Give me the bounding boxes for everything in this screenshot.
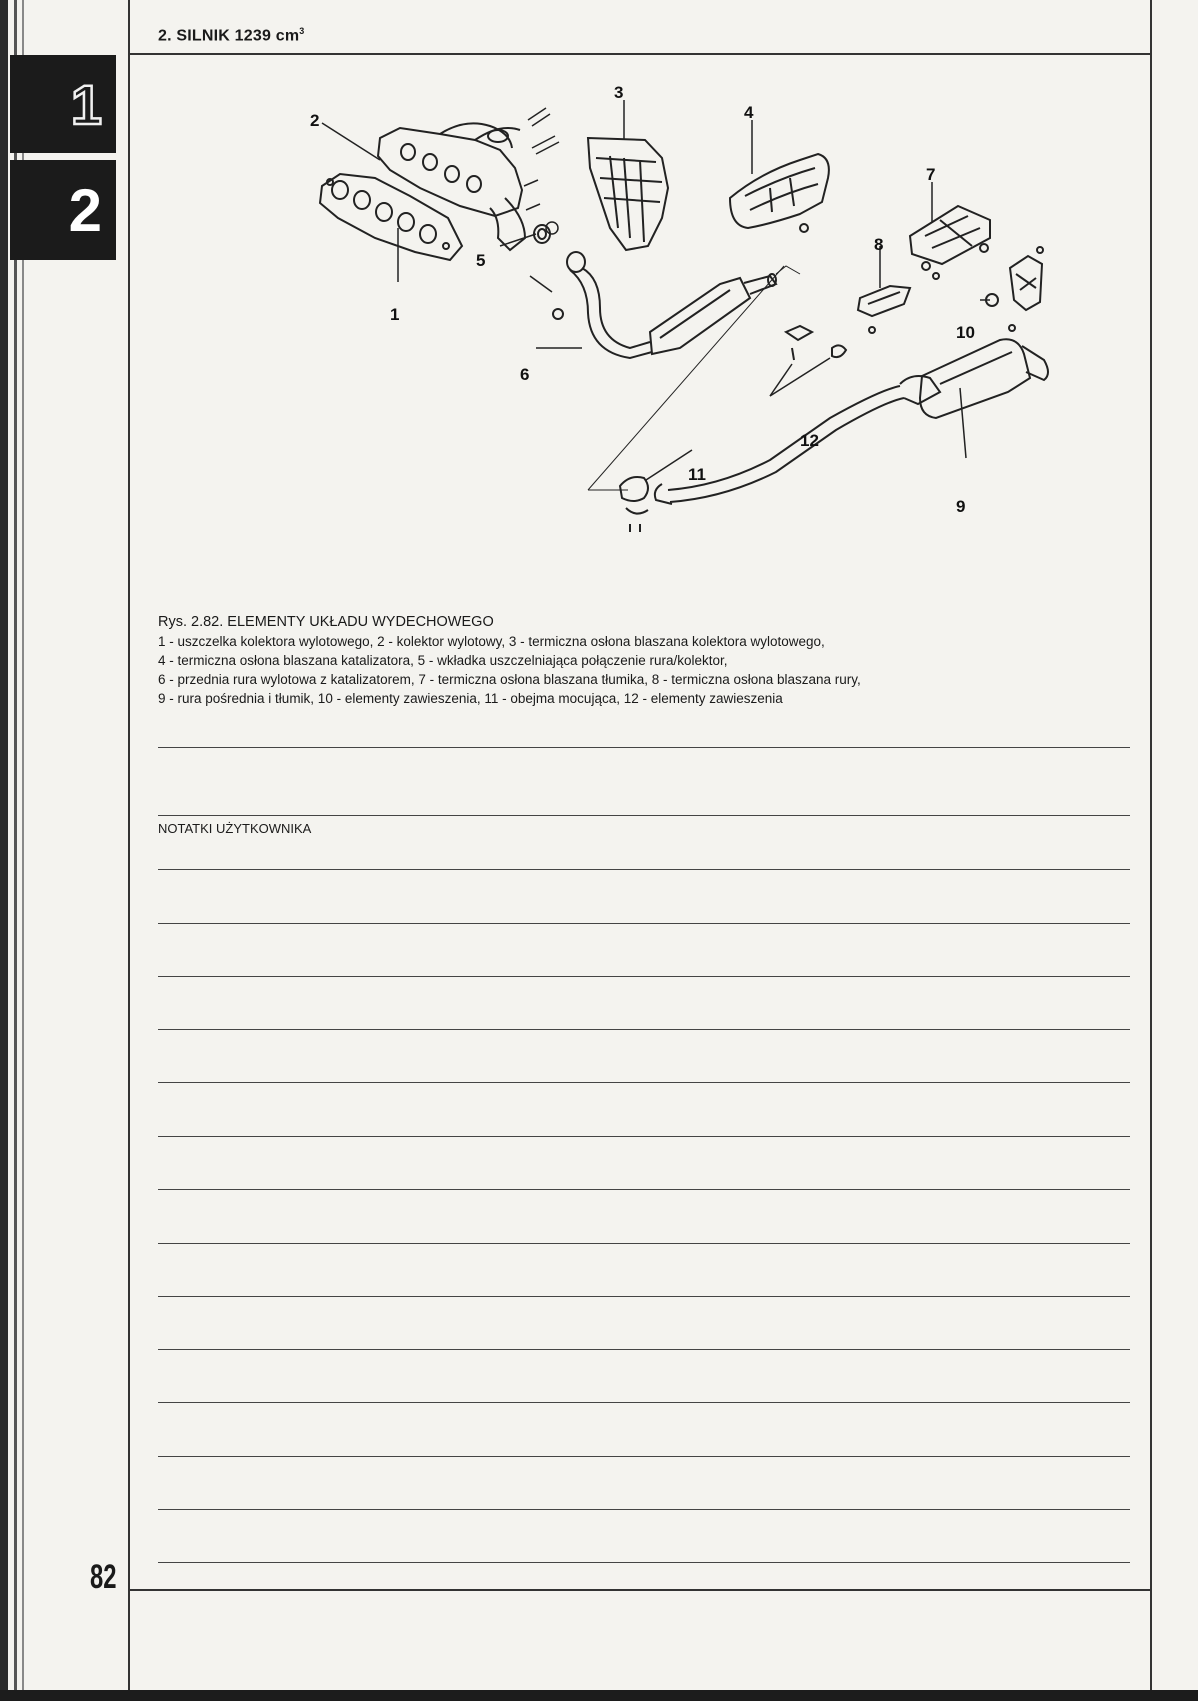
figure-caption — [158, 613, 1138, 708]
notes-line — [158, 1562, 1130, 1563]
manifold-gasket-drawing — [320, 174, 462, 260]
notes-top-line — [158, 815, 1130, 816]
page-frame-bottom — [128, 1589, 1152, 1591]
figure-caption-line: 4 - termiczna osłona blaszana katalizatora, 5 - wkładka uszczelniająca połączenie rura/kolektor, — [158, 653, 728, 668]
callout-6: 6 — [520, 365, 530, 384]
notes-line — [158, 1029, 1130, 1030]
callout-10: 10 — [956, 323, 975, 342]
page-frame-left — [128, 0, 130, 1690]
callout-9: 9 — [956, 497, 966, 516]
binding-edge — [0, 0, 8, 1701]
notes-line — [158, 1243, 1130, 1244]
figure-caption-title: Rys. 2.82. ELEMENTY UKŁADU WYDECHOWEGO — [158, 614, 494, 630]
callout-leader-lines — [322, 100, 990, 480]
figure-caption-line: 6 - przednia rura wylotowa z katalizatorem, 7 - termiczna osłona blaszana tłumika, 8 - termiczna osłona blaszana rury, — [158, 672, 861, 687]
page-frame-top — [128, 53, 1152, 55]
suspension-elements-drawing — [986, 247, 1043, 331]
assembly-guide-lines — [588, 266, 800, 490]
callout-7: 7 — [926, 165, 936, 184]
pipe-seal-insert-drawing — [534, 225, 550, 243]
notes-line — [158, 1082, 1130, 1083]
notes-label: NOTATKI UŻYTKOWNIKA — [158, 821, 312, 836]
chapter-tab-2: 2 — [10, 160, 116, 260]
exhaust-system-diagram — [300, 78, 1140, 598]
hanger-rubbers-drawing — [786, 326, 846, 360]
callout-4: 4 — [744, 103, 754, 122]
pipe-heat-shield-drawing — [858, 273, 939, 333]
notes-line — [158, 976, 1130, 977]
silencer-heat-shield-drawing — [910, 206, 990, 270]
callout-5: 5 — [476, 251, 486, 270]
section-title: 2. SILNIK 1239 $cm^3$ — [158, 26, 305, 45]
page-number: 82 — [90, 1558, 117, 1596]
figure-caption-line: 1 - uszczelka kolektora wylotowego, 2 - kolektor wylotowy, 3 - termiczna osłona blaszana kolektora wylotowego, — [158, 634, 825, 649]
callout-3: 3 — [614, 83, 624, 102]
notes-line — [158, 923, 1130, 924]
intermediate-pipe-silencer-drawing — [655, 339, 1048, 504]
page-frame-right — [1150, 0, 1152, 1690]
notes-line — [158, 1136, 1130, 1137]
manifold-studs-drawing — [524, 108, 559, 234]
notes-line — [158, 1349, 1130, 1350]
front-pipe-catalyst-drawing — [530, 252, 776, 358]
scan-bottom-edge — [0, 1690, 1198, 1701]
exhaust-manifold-drawing — [378, 123, 525, 250]
notes-line — [158, 1189, 1130, 1190]
catalyst-heat-shield-drawing — [730, 154, 829, 232]
figure-caption-line: 9 - rura pośrednia i tłumik, 10 - elementy zawieszenia, 11 - obejma mocująca, 12 - elementy zawieszenia — [158, 691, 783, 706]
separator-line — [158, 747, 1130, 748]
callout-12: 12 — [800, 431, 819, 450]
notes-line — [158, 1402, 1130, 1403]
callout-11: 11 — [688, 465, 706, 484]
callout-1: 1 — [390, 305, 400, 324]
chapter-tab-1: 1 — [10, 55, 116, 153]
callout-2: 2 — [310, 111, 320, 130]
mounting-clamp-drawing — [620, 477, 648, 532]
manifold-heat-shield-drawing — [588, 138, 668, 250]
callout-8: 8 — [874, 235, 884, 254]
notes-line — [158, 1509, 1130, 1510]
notes-line — [158, 1296, 1130, 1297]
notes-line — [158, 1456, 1130, 1457]
notes-line — [158, 869, 1130, 870]
